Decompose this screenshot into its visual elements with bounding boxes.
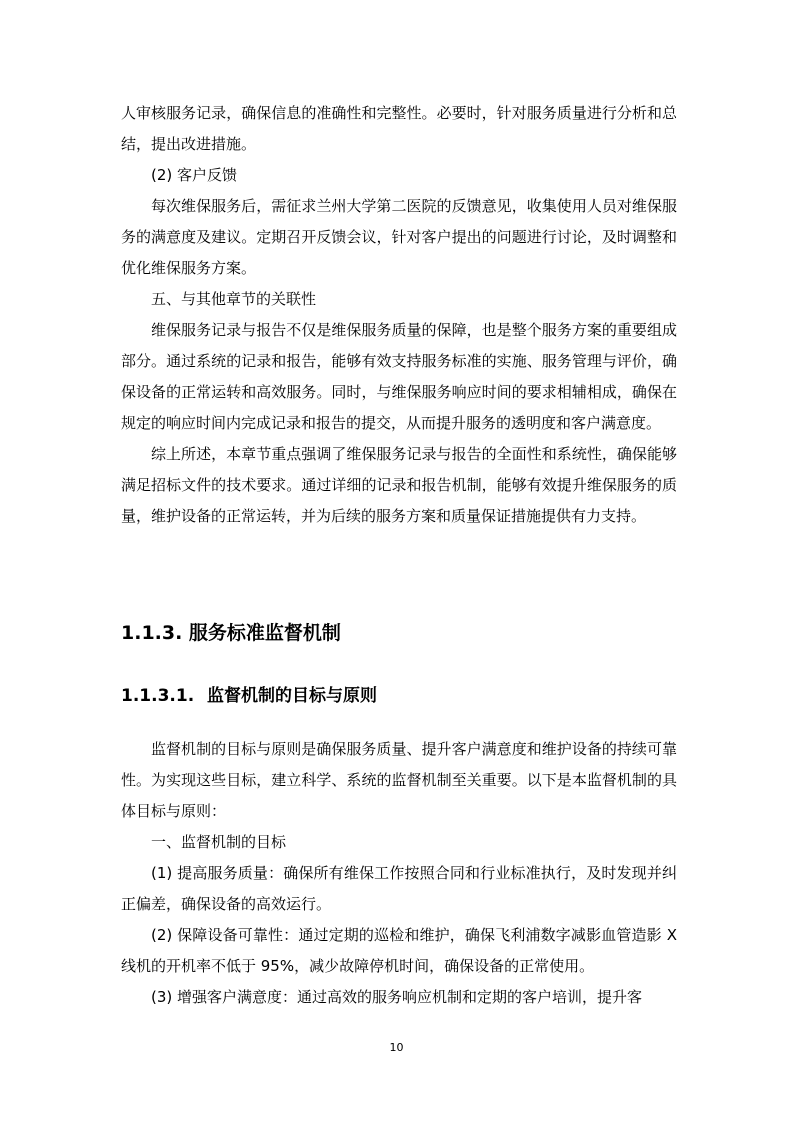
- body-section-a: [121, 98, 677, 532]
- page-number: 10: [389, 1041, 404, 1054]
- paragraph: 每次维保服务后，需征求兰州大学第二医院的反馈意见，收集使用人员对维保服务的满意度及建议。定期召开反馈会议，针对客户提出的问题进行讨论，及时调整和优化维保服务方案。: [121, 197, 677, 277]
- paragraph: 人审核服务记录，确保信息的准确性和完整性。必要时，针对服务质量进行分析和总结，提出改进措施。: [121, 104, 677, 153]
- heading-title: 监督机制的目标与原则: [207, 686, 377, 706]
- paragraph: 监督机制的目标与原则是确保服务质量、提升客户满意度和维护设备的持续可靠性。为实现这些目标，建立科学、系统的监督机制至关重要。以下是本监督机制的具体目标与原则：: [121, 740, 677, 820]
- list-item-heading: (2) 客户反馈: [151, 166, 238, 184]
- paragraph: 综上所述，本章节重点强调了维保服务记录与报告的全面性和系统性，确保能够满足招标文件的技术要求。通过详细的记录和报告机制，能够有效提升维保服务的质量，维护设备的正常运转，并为后续的服务方案和质量保证措施提供有力支持。: [121, 445, 677, 525]
- heading-1-1-3-wrapper: [121, 618, 341, 645]
- heading-1-1-3-1: [121, 681, 377, 706]
- section-subheading: 一、监督机制的目标: [151, 833, 287, 851]
- list-item: (1) 提高服务质量：确保所有维保工作按照合同和行业标准执行，及时发现并纠正偏差，确保设备的高效运行。: [121, 864, 677, 913]
- heading-1-1-3-1-wrapper: [121, 681, 377, 706]
- heading-1-1-3: 1.1.3. 服务标准监督机制: [121, 622, 341, 644]
- heading-number: 1.1.3.1.: [121, 686, 195, 706]
- section-subheading: 五、与其他章节的关联性: [151, 290, 317, 308]
- body-section-b: [121, 734, 677, 1013]
- list-item: (3) 增强客户满意度：通过高效的服务响应机制和定期的客户培训，提升客: [151, 988, 643, 1006]
- list-item: (2) 保障设备可靠性：通过定期的巡检和维护，确保飞利浦数字减影血管造影 X 线机的开机率不低于 95%，减少故障停机时间，确保设备的正常使用。: [121, 926, 677, 975]
- paragraph: 维保服务记录与报告不仅是维保服务质量的保障，也是整个服务方案的重要组成部分。通过系统的记录和报告，能够有效支持服务标准的实施、服务管理与评价，确保设备的正常运转和高效服务。同时，与维保服务响应时间的要求相辅相成，确保在规定的响应时间内完成记录和报告的提交，从而提升服务的透明度和客户满意度。: [121, 321, 677, 432]
